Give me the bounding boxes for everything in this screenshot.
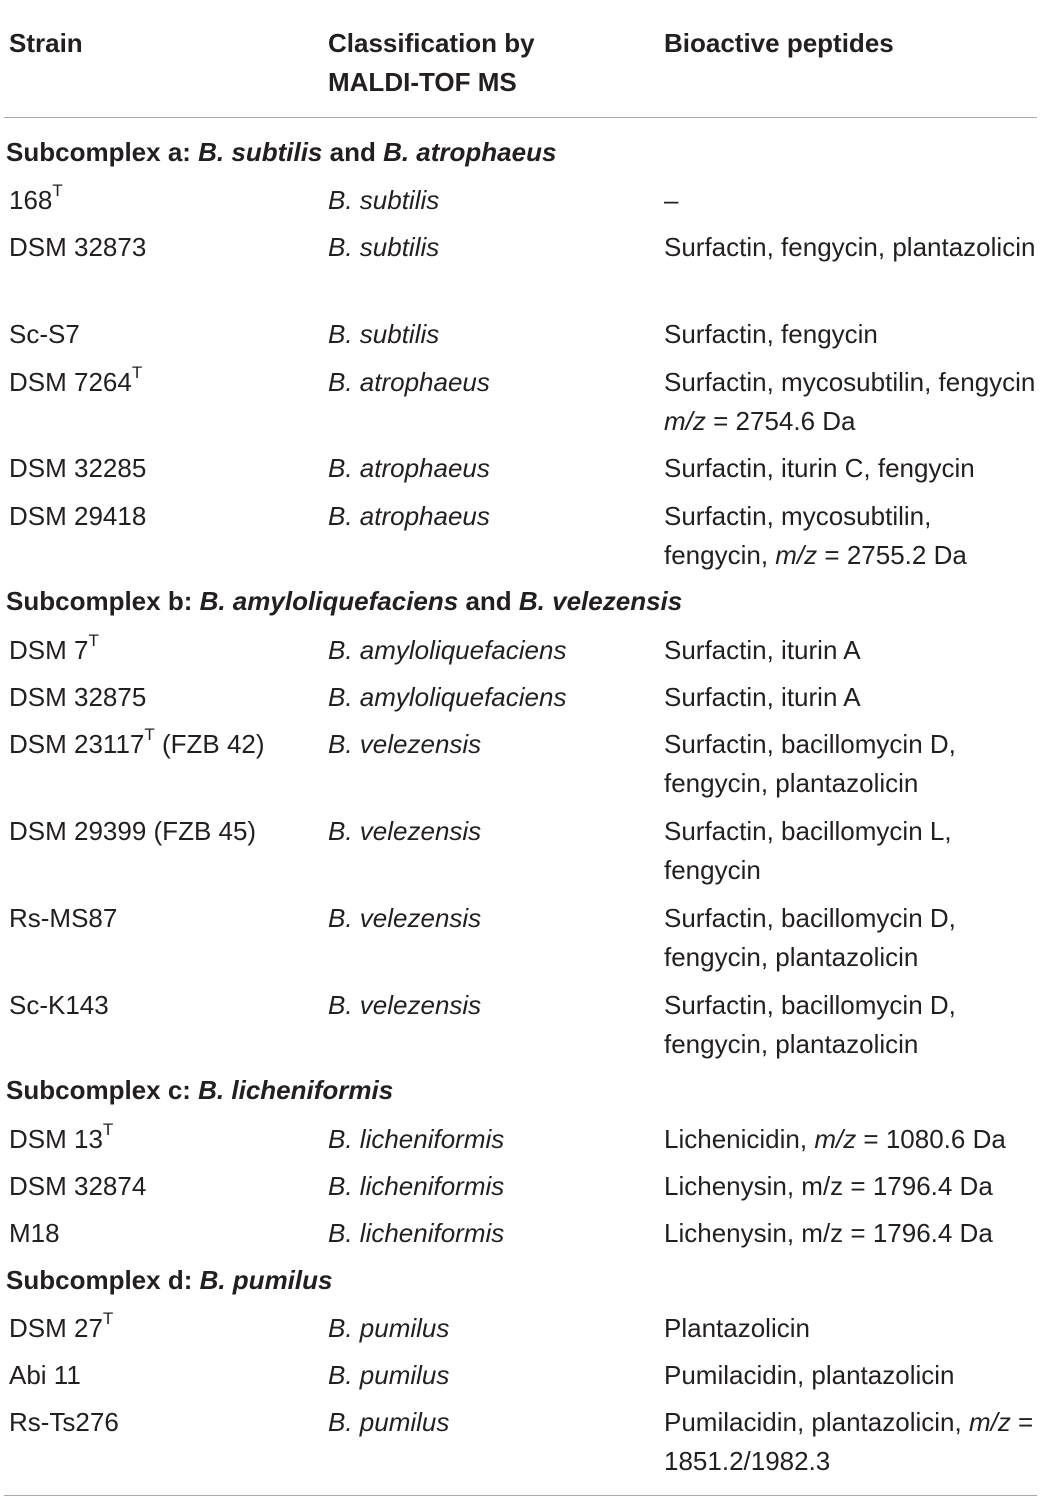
- strain-cell: DSM $23117^T$ (FZB 42): [9, 725, 265, 759]
- classification-cell: B. amyloliquefaciens: [328, 682, 567, 712]
- classification-cell: B. licheniformis: [328, 1171, 505, 1201]
- peptides-cell: Pumilacidin, plantazolicin: [664, 1360, 955, 1390]
- group-title: Subcomplex d: B. pumilus: [6, 1265, 333, 1295]
- classification-cell: B. velezensis: [328, 729, 482, 759]
- classification-cell: B. pumilus: [328, 1313, 450, 1343]
- classification-cell: B. velezensis: [328, 990, 482, 1020]
- peptides-cell: Lichenysin, m/z = 1796.4 Da: [664, 1171, 993, 1201]
- classification-cell: B. atrophaeus: [328, 453, 490, 483]
- classification-cell: B. subtilis: [328, 185, 440, 215]
- group-title: Subcomplex a: B. subtilis and B. atrophaeus: [6, 137, 557, 167]
- strain-cell: DSM 32874: [9, 1171, 147, 1201]
- mz-label: m/z: [968, 1407, 1011, 1437]
- group-title: Subcomplex c: B. licheniformis: [6, 1075, 394, 1105]
- peptides-cell: –: [664, 185, 679, 215]
- strain-cell: DSM 32285: [9, 453, 147, 483]
- peptides-cell: Surfactin, bacillomycin D, fengycin, plantazolicin: [664, 903, 956, 972]
- species-name: B. amyloliquefaciens: [199, 586, 459, 616]
- header-rule: [4, 117, 1037, 118]
- peptides-cell: Pumilacidin, plantazolicin, m/z = 1851.2/1982.3: [664, 1407, 1034, 1476]
- type-strain-mark: T: [88, 631, 99, 651]
- type-strain-mark: T: [102, 1309, 114, 1329]
- strain-cell: DSM $7264^T$: [9, 363, 143, 397]
- strain-cell: Sc-S7: [9, 319, 80, 349]
- classification-cell: B. atrophaeus: [328, 367, 490, 397]
- peptides-cell: Surfactin, mycosubtilin, fengycin, m/z = 2755.2 Da: [664, 501, 967, 570]
- classification-cell: B. subtilis: [328, 319, 440, 349]
- mz-label: m/z: [664, 406, 706, 436]
- classification-cell: B. subtilis: [328, 232, 440, 262]
- peptides-cell: Surfactin, fengycin: [664, 319, 878, 349]
- peptides-cell: Surfactin, iturin C, fengycin: [664, 453, 975, 483]
- header-strain: Strain: [9, 28, 83, 58]
- classification-cell: B. velezensis: [328, 903, 482, 933]
- strain-cell: DSM $7^T$: [9, 631, 99, 665]
- mz-label: m/z: [775, 540, 818, 570]
- peptides-cell: Lichenysin, m/z = 1796.4 Da: [664, 1218, 993, 1248]
- peptides-cell: Surfactin, fengycin, plantazolicin: [664, 232, 1036, 262]
- header-classification-line2: MALDI-TOF MS: [328, 67, 517, 97]
- classification-cell: B. atrophaeus: [328, 501, 490, 531]
- peptides-cell: Lichenicidin, m/z = 1080.6 Da: [664, 1124, 1006, 1154]
- species-name: B. pumilus: [199, 1265, 333, 1295]
- species-name: B. licheniformis: [198, 1075, 394, 1105]
- peptides-cell: Surfactin, bacillomycin D, fengycin, plantazolicin: [664, 990, 956, 1059]
- peptides-cell: Surfactin, mycosubtilin, fengycin m/z = 2754.6 Da: [664, 367, 1036, 436]
- strain-cell: Abi 11: [9, 1360, 81, 1390]
- type-strain-mark: T: [131, 363, 143, 383]
- strain-cell: DSM 29418: [9, 501, 147, 531]
- strain-cell: DSM $27^T$: [9, 1309, 114, 1343]
- peptides-cell: Surfactin, bacillomycin L, fengycin: [664, 816, 952, 885]
- type-strain-mark: T: [52, 181, 63, 201]
- classification-cell: B. amyloliquefaciens: [328, 635, 567, 665]
- peptides-cell: Surfactin, bacillomycin D, fengycin, plantazolicin: [664, 729, 956, 798]
- header-peptides: Bioactive peptides: [664, 28, 894, 58]
- strain-cell: M18: [9, 1218, 60, 1248]
- strain-cell: DSM 32873: [9, 232, 147, 262]
- classification-cell: B. pumilus: [328, 1360, 450, 1390]
- strain-cell: $168^T$: [9, 181, 63, 215]
- type-strain-mark: T: [144, 725, 155, 745]
- strain-cell: DSM 32875: [9, 682, 147, 712]
- peptides-cell: Surfactin, iturin A: [664, 635, 861, 665]
- strain-cell: DSM 29399 (FZB 45): [9, 816, 257, 846]
- classification-cell: B. pumilus: [328, 1407, 450, 1437]
- species-name: B. atrophaeus: [383, 137, 557, 167]
- classification-cell: B. licheniformis: [328, 1218, 505, 1248]
- strain-cell: Sc-K143: [9, 990, 109, 1020]
- peptides-cell: Plantazolicin: [664, 1313, 810, 1343]
- type-strain-mark: T: [102, 1120, 114, 1140]
- strain-cell: Rs-Ts276: [9, 1407, 119, 1437]
- peptides-cell: Surfactin, iturin A: [664, 682, 861, 712]
- group-title: Subcomplex b: B. amyloliquefaciens and B. velezensis: [6, 586, 683, 616]
- species-name: B. subtilis: [198, 137, 323, 167]
- header-classification: [328, 24, 535, 102]
- mz-label: m/z: [814, 1124, 857, 1154]
- strain-cell: Rs-MS87: [9, 903, 118, 933]
- species-name: B. velezensis: [518, 586, 683, 616]
- header-classification-line1: Classification by: [328, 28, 535, 58]
- bottom-rule: [4, 1495, 1037, 1496]
- strain-cell: DSM $13^T$: [9, 1120, 114, 1154]
- classification-cell: B. licheniformis: [328, 1124, 505, 1154]
- classification-cell: B. velezensis: [328, 816, 482, 846]
